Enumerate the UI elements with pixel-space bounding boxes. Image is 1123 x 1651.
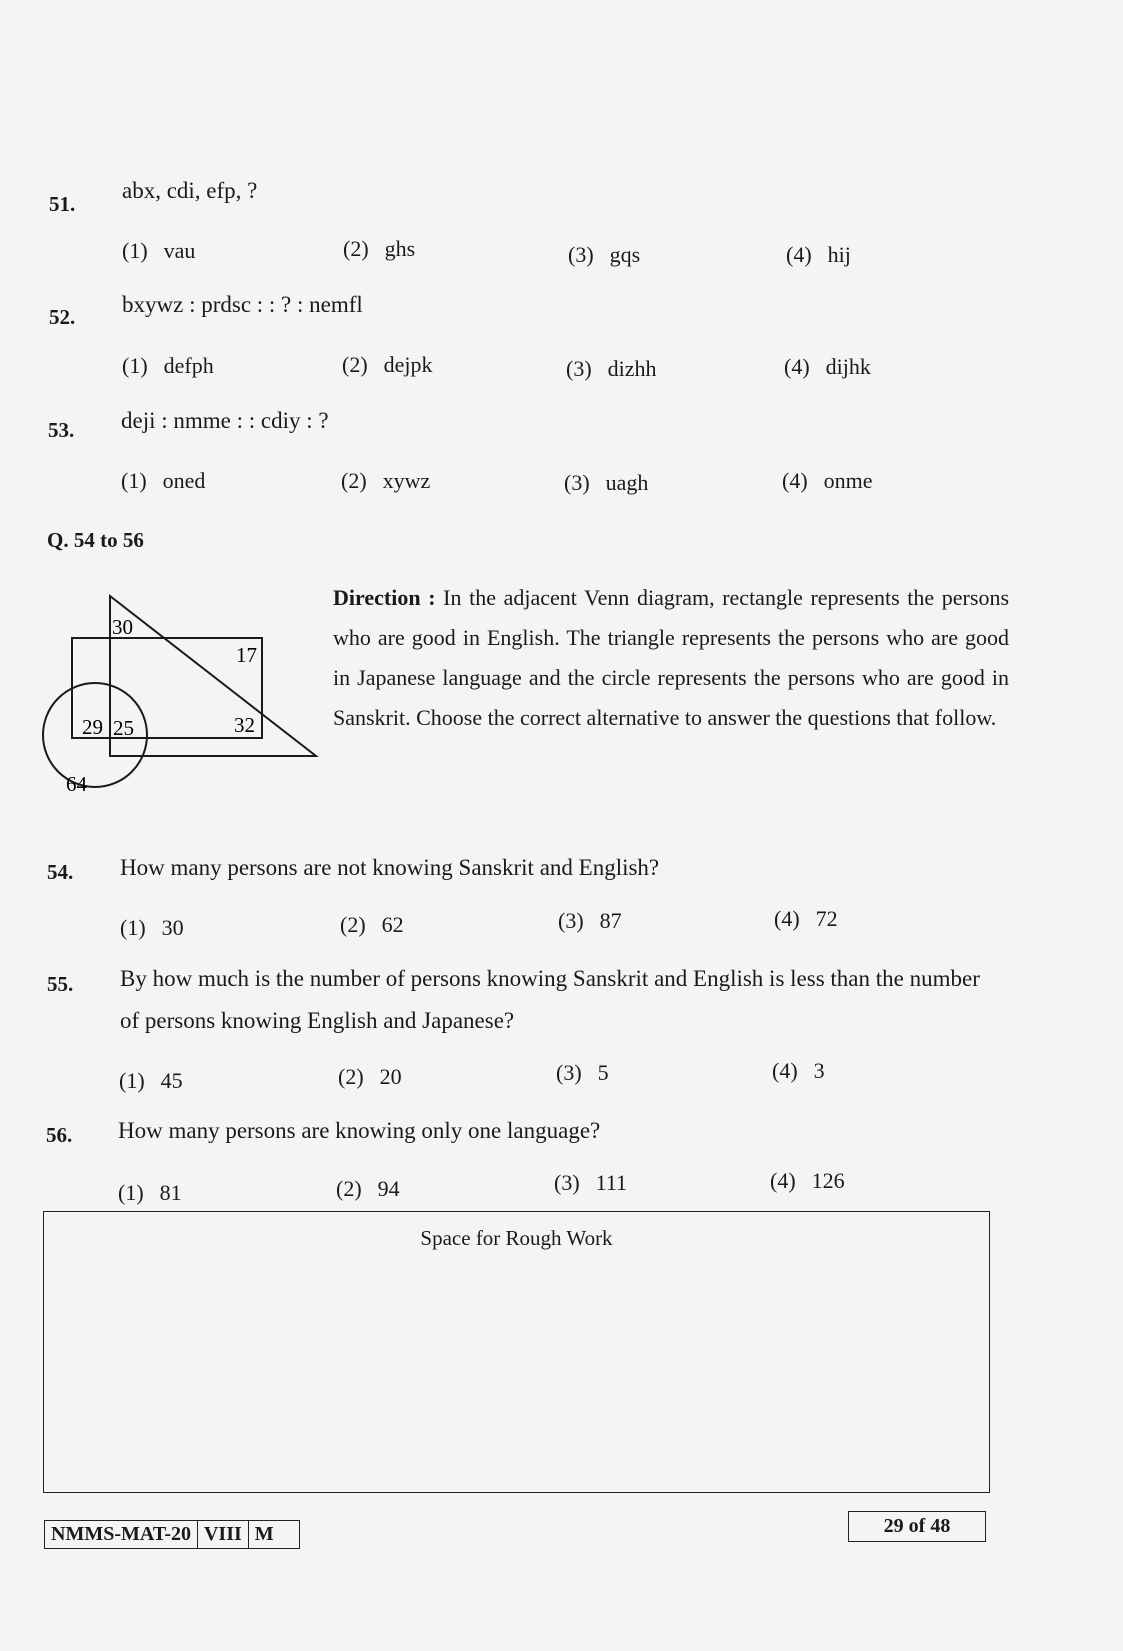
option-number: (2): [341, 468, 367, 493]
paper-medium: M: [254, 1523, 274, 1545]
option-value: onme: [823, 468, 873, 493]
rough-work-box[interactable]: [43, 1211, 990, 1493]
section-label: Q. 54 to 56: [47, 528, 144, 552]
question-text: abx, cdi, efp, ?: [122, 178, 258, 203]
option-number: (3): [566, 356, 592, 381]
option-number: (2): [343, 236, 369, 261]
option-value: 94: [377, 1176, 400, 1201]
option[interactable]: [568, 242, 640, 268]
question-number: 56.: [46, 1123, 73, 1147]
option-number: (3): [568, 242, 594, 267]
option[interactable]: [122, 238, 195, 264]
option-value: 126: [811, 1168, 845, 1193]
option[interactable]: [119, 1068, 183, 1094]
option-value: dejpk: [383, 352, 433, 377]
option[interactable]: [770, 1168, 845, 1194]
option-number: (4): [784, 354, 810, 379]
venn-label: 64: [66, 772, 87, 796]
option-number: (2): [338, 1064, 364, 1089]
paper-class: VIII: [198, 1521, 249, 1548]
page-number: 29 of 48: [848, 1511, 986, 1542]
option-number: (4): [774, 906, 800, 931]
option-value: hij: [827, 242, 851, 267]
venn-label: 25: [113, 716, 134, 740]
venn-label: 29: [82, 715, 103, 739]
option[interactable]: [786, 242, 851, 268]
option-number: (3): [556, 1060, 582, 1085]
question-text: How many persons are knowing only one language?: [118, 1118, 601, 1143]
question-text: How many persons are not knowing Sanskrit and English?: [120, 855, 660, 880]
option-value: 62: [381, 912, 404, 937]
option-value: vau: [163, 238, 196, 263]
option-number: (1): [122, 238, 148, 263]
option-value: 3: [813, 1058, 825, 1083]
option[interactable]: [774, 906, 838, 932]
option-value: 72: [815, 906, 838, 931]
venn-label: 32: [234, 713, 255, 737]
option[interactable]: [340, 912, 404, 938]
option-number: (3): [554, 1170, 580, 1195]
option-value: 81: [159, 1180, 182, 1205]
option-number: (4): [782, 468, 808, 493]
option-value: 87: [599, 908, 622, 933]
direction-paragraph: [333, 578, 1009, 738]
question-number: 52.: [49, 305, 76, 329]
venn-label: 30: [112, 615, 133, 639]
question-text: bxywz : prdsc : : ? : nemfl: [122, 292, 363, 317]
question-number: 51.: [49, 192, 76, 216]
question-text: By how much is the number of persons knowing Sanskrit and English is less than the number: [120, 966, 980, 991]
option-value: oned: [162, 468, 206, 493]
option-number: (1): [120, 915, 146, 940]
option[interactable]: [336, 1176, 400, 1202]
question-number: 53.: [48, 418, 75, 442]
option[interactable]: [121, 468, 205, 494]
question-number: 55.: [47, 972, 74, 996]
question-text: deji : nmme : : cdiy : ?: [121, 408, 329, 433]
venn-label: 17: [236, 643, 257, 667]
option[interactable]: [338, 1064, 402, 1090]
option[interactable]: [342, 352, 433, 378]
option-number: (2): [336, 1176, 362, 1201]
option[interactable]: [554, 1170, 627, 1196]
option-value: gqs: [609, 242, 641, 267]
option[interactable]: [122, 353, 214, 379]
option[interactable]: [784, 354, 871, 380]
question-number: 54.: [47, 860, 74, 884]
option-value: 30: [161, 915, 184, 940]
option-value: 20: [379, 1064, 402, 1089]
option[interactable]: [558, 908, 622, 934]
direction-label: Direction :: [333, 585, 436, 610]
option-value: dijhk: [825, 354, 871, 379]
option-number: (1): [122, 353, 148, 378]
japanese-triangle: [110, 596, 316, 756]
option[interactable]: [556, 1060, 609, 1086]
paper-code-box: [44, 1520, 300, 1549]
option[interactable]: [566, 356, 657, 382]
option[interactable]: [118, 1180, 182, 1206]
option-value: xywz: [382, 468, 431, 493]
option[interactable]: [782, 468, 873, 494]
direction-text: In the adjacent Venn diagram, rectangle represents the persons who are good in English. The triangle represents the persons who are good in Japanese language and the circle represents the persons who are good in Sanskrit. Choose the correct alternative to answer the questions that follow.: [333, 585, 1009, 730]
option-number: (1): [119, 1068, 145, 1093]
paper-code: NMMS-MAT-20: [45, 1521, 198, 1548]
option-value: uagh: [605, 470, 649, 495]
option-number: (4): [772, 1058, 798, 1083]
option[interactable]: [343, 236, 415, 262]
option-number: (3): [558, 908, 584, 933]
option-number: (1): [118, 1180, 144, 1205]
option-number: (3): [564, 470, 590, 495]
option-number: (1): [121, 468, 147, 493]
option-value: 111: [595, 1170, 628, 1195]
question-text-continued: of persons knowing English and Japanese?: [120, 1008, 515, 1033]
option-value: 5: [597, 1060, 609, 1085]
option-value: defph: [163, 353, 214, 378]
option-value: dizhh: [607, 356, 657, 381]
option-number: (4): [770, 1168, 796, 1193]
option[interactable]: [564, 470, 648, 496]
option-value: ghs: [384, 236, 416, 261]
option-number: (2): [342, 352, 368, 377]
option-value: 45: [160, 1068, 183, 1093]
option-number: (4): [786, 242, 812, 267]
option[interactable]: [341, 468, 430, 494]
option-number: (2): [340, 912, 366, 937]
option[interactable]: [772, 1058, 825, 1084]
venn-diagram: [0, 580, 320, 820]
option[interactable]: [120, 915, 184, 941]
rough-work-title: Space for Rough Work: [420, 1226, 613, 1250]
